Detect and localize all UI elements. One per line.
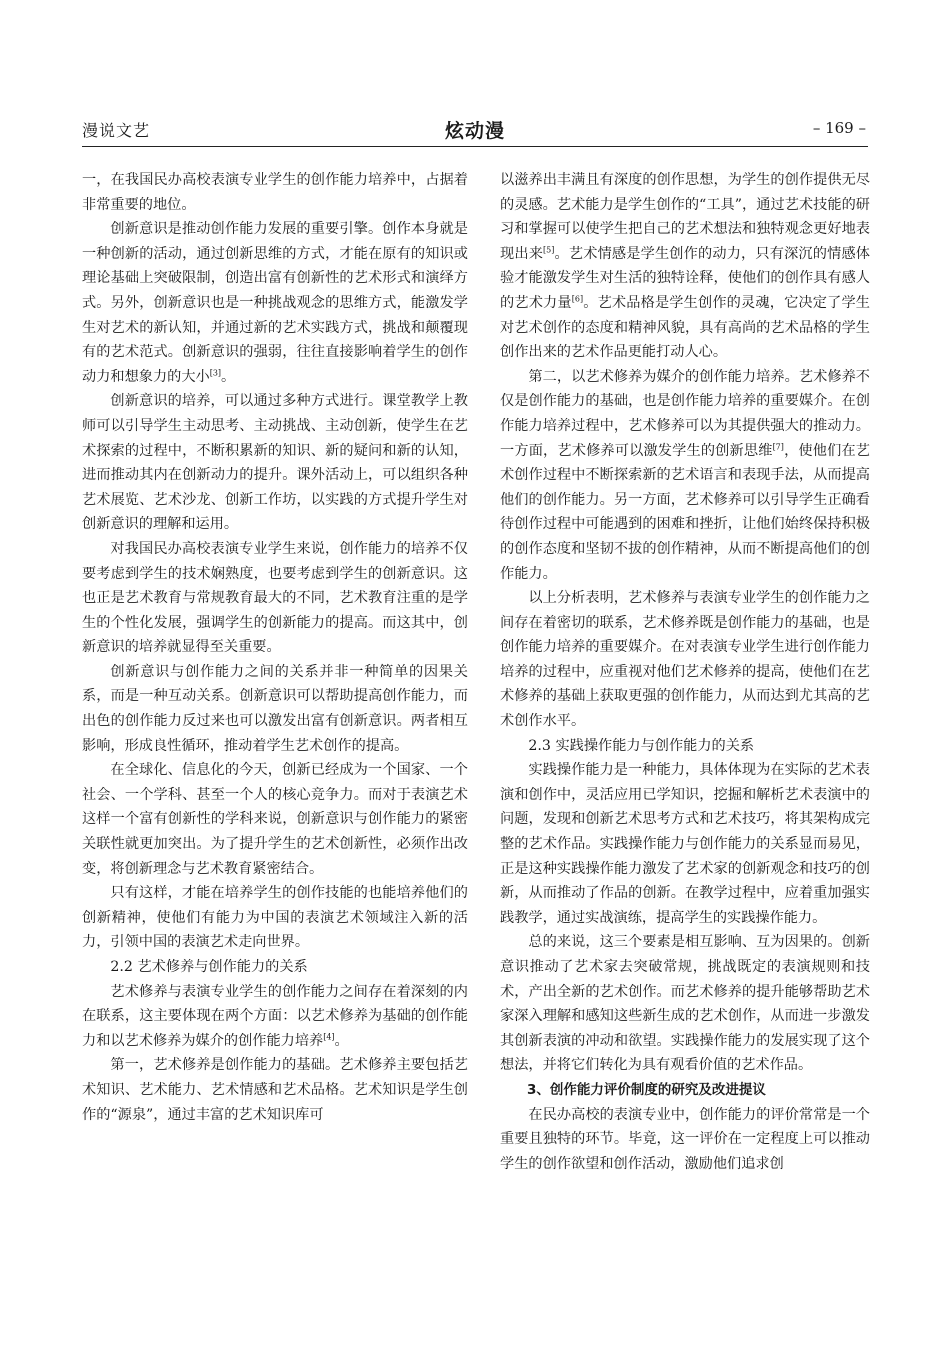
- paragraph: [500, 930, 870, 1078]
- paragraph-text: 在民办高校的表演专业中，创作能力的评价常常是一个重要且独特的环节。毕竟，这一评价在一定程度上可以推动学生的创作欲望和创作活动，激励他们追求创: [500, 1106, 870, 1172]
- journal-section-title: 漫说文艺: [82, 121, 151, 140]
- paragraph-text: 。: [334, 1032, 349, 1049]
- paragraph-text: ，使他们在艺术创作过程中不断探索新的艺术语言和表现手法，从而提高他们的创作能力。另一方面，艺术修养可以引导学生正确看待创作过程中可能遇到的困难和挫折，让他们始终保持积极的创作态度和坚韧不拔的创作精神，从而不断提高他们的创作能力。: [500, 442, 870, 582]
- paragraph-text: 2.2 艺术修养与创作能力的关系: [110, 959, 308, 975]
- citation-ref: [4]: [323, 1032, 335, 1042]
- paragraph-text: 。艺术品格是学生创作的灵魂，它决定了学生对艺术创作的态度和精神风貌，具有高尚的艺术品格的学生创作出来的艺术作品更能打动人心。: [500, 294, 870, 361]
- paragraph-continuation: [82, 168, 468, 217]
- paragraph-text: 。艺术情感是学生创作的动力，只有深沉的情感体验才能激发学生对生活的独特诠释，使他们的创作具有感人的艺术力量: [500, 245, 870, 311]
- paragraph-text: 创新意识与创作能力之间的关系并非一种简单的因果关系，而是一种互动关系。创新意识可以帮助提高创作能力，而出色的创作能力反过来也可以激发出富有创新意识。两者相互影响，形成良性循环，推动着学生艺术创作的提高。: [82, 663, 468, 754]
- paragraph-text: 一，在我国民办高校表演专业学生的创作能力培养中，占据着非常重要的地位。: [82, 172, 468, 213]
- paragraph-text: 以上分析表明，艺术修养与表演专业学生的创作能力之间存在着密切的联系，艺术修养既是创作能力的基础，也是创作能力培养的重要媒介。在对表演专业学生进行创作能力培养的过程中，应重视对他们艺术修养的提高，使他们在艺术修养的基础上获取更强的创作能力，从而达到尤其高的艺术创作水平。: [500, 590, 870, 730]
- paragraph-text: 实践操作能力是一种能力，具体体现为在实际的艺术表演和创作中，灵活应用已学知识，挖掘和解析艺术表演中的问题，发现和创新艺术思考方式和艺术技巧，将其架构成完整的艺术作品。实践操作能力与创作能力的关系显而易见，正是这种实践操作能力激发了艺术家的创新观念和技巧的创新，从而推动了作品的创新。在教学过程中，应着重加强实践教学，通过实战演练，提高学生的实践操作能力。: [500, 762, 870, 926]
- paragraph: [82, 537, 468, 660]
- paragraph-text: 第二，以艺术修养为媒介的创作能力培养。艺术修养不仅是创作能力的基础，也是创作能力培养的重要媒介。在创作能力培养过程中，艺术修养可以为其提供强大的推动力。一方面，艺术修养可以激发学生的创新思维: [500, 368, 870, 459]
- paragraph-text: 在全球化、信息化的今天，创新已经成为一个国家、一个社会、一个学科、甚至一个人的核心竞争力。而对于表演艺术这样一个富有创新性的学科来说，创新意识与创作能力的紧密关联性就更加突出。为了提升学生的艺术创新性，必须作出改变，将创新理念与艺术教育紧密结合。: [82, 762, 468, 877]
- citation-ref: [7]: [772, 441, 784, 451]
- section-subheading: [82, 955, 468, 980]
- paragraph-text: 。: [221, 368, 236, 385]
- paragraph-text: 只有这样，才能在培养学生的创作技能的也能培养他们的创新精神，使他们有能力为中国的表演艺术领域注入新的活力，引领中国的表演艺术走向世界。: [82, 885, 468, 951]
- paragraph-text: 艺术修养与表演专业学生的创作能力之间存在着深刻的内在联系，这主要体现在两个方面：以艺术修养为基础的创作能力和以艺术修养为媒介的创作能力培养: [82, 983, 468, 1049]
- section-subheading: [500, 734, 870, 759]
- citation-ref: [6]: [571, 294, 584, 304]
- right-column: [500, 168, 870, 1176]
- paragraph-text: 对我国民办高校表演专业学生来说，创作能力的培养不仅要考虑到学生的技术娴熟度，也要考虑到学生的创新意识。这也正是艺术教育与常规教育最大的不同，艺术教育注重的是学生的个性化发展，强调学生的创新能力的提高。而这其中，创新意识的培养就显得至关重要。: [82, 540, 468, 656]
- paragraph-text: 创新意识是推动创作能力发展的重要引擎。创作本身就是一种创新的活动，通过创新思维的方式，才能在原有的知识或理论基础上突破限制，创造出富有创新性的艺术形式和演绎方式。另外，创新意识也是一种挑战观念的思维方式，能激发学生对艺术的新认知，并通过新的艺术实践方式，挑战和颠覆现有的艺术范式。创新意识的强弱，往往直接影响着学生的创作动力和想象力的大小: [82, 221, 468, 385]
- journal-name: 炫动漫: [444, 120, 505, 142]
- section-heading: [500, 1078, 870, 1103]
- paragraph-text: 以滋养出丰满且有深度的创作思想，为学生的创作提供无尽的灵感。艺术能力是学生创作的“工具”，通过艺术技能的研习和掌握可以使学生把自己的艺术想法和独特观念更好地表现出来: [500, 172, 870, 262]
- paragraph-continuation: [500, 168, 870, 365]
- page-header: [82, 116, 868, 147]
- paragraph: [82, 660, 468, 758]
- paragraph: [82, 1053, 468, 1127]
- paragraph: [500, 586, 870, 734]
- paragraph: [500, 758, 870, 930]
- paragraph: [82, 881, 468, 955]
- left-column: [82, 168, 468, 1127]
- paragraph-text: 2.3 实践操作能力与创作能力的关系: [528, 737, 755, 754]
- paragraph-text: 创新意识的培养，可以通过多种方式进行。课堂教学上教师可以引导学生主动思考、主动挑战、主动创新，使学生在艺术探索的过程中，不断积累新的知识、新的疑问和新的认知，进而推动其内在创新动力的提升。课外活动上，可以组织各种艺术展览、艺术沙龙、创新工作坊，以实践的方式提升学生对创新意识的理解和运用。: [82, 393, 468, 533]
- paragraph: [500, 1103, 870, 1177]
- paragraph: [82, 980, 468, 1054]
- paragraph: [500, 365, 870, 586]
- paragraph: [82, 389, 468, 537]
- paragraph-text: 3、创作能力评价制度的研究及改进提议: [527, 1081, 766, 1098]
- citation-ref: [3]: [209, 368, 222, 378]
- paragraph-text: 第一，艺术修养是创作能力的基础。艺术修养主要包括艺术知识、艺术能力、艺术情感和艺术品格。艺术知识是学生创作的“源泉”，通过丰富的艺术知识库可: [82, 1057, 468, 1123]
- citation-ref: [5]: [543, 245, 555, 255]
- paragraph: [82, 758, 468, 881]
- paragraph: [82, 217, 468, 389]
- page-number: – 169 –: [812, 119, 866, 137]
- paragraph-text: 总的来说，这三个要素是相互影响、互为因果的。创新意识推动了艺术家去突破常规，挑战既定的表演规则和技术，产出全新的艺术创作。而艺术修养的提升能够帮助艺术家深入理解和感知这些新生成的艺术创作，从而进一步激发其创新表演的冲动和欲望。实践操作能力的发展实现了这个想法，并将它们转化为具有观看价值的艺术作品。: [500, 934, 870, 1074]
